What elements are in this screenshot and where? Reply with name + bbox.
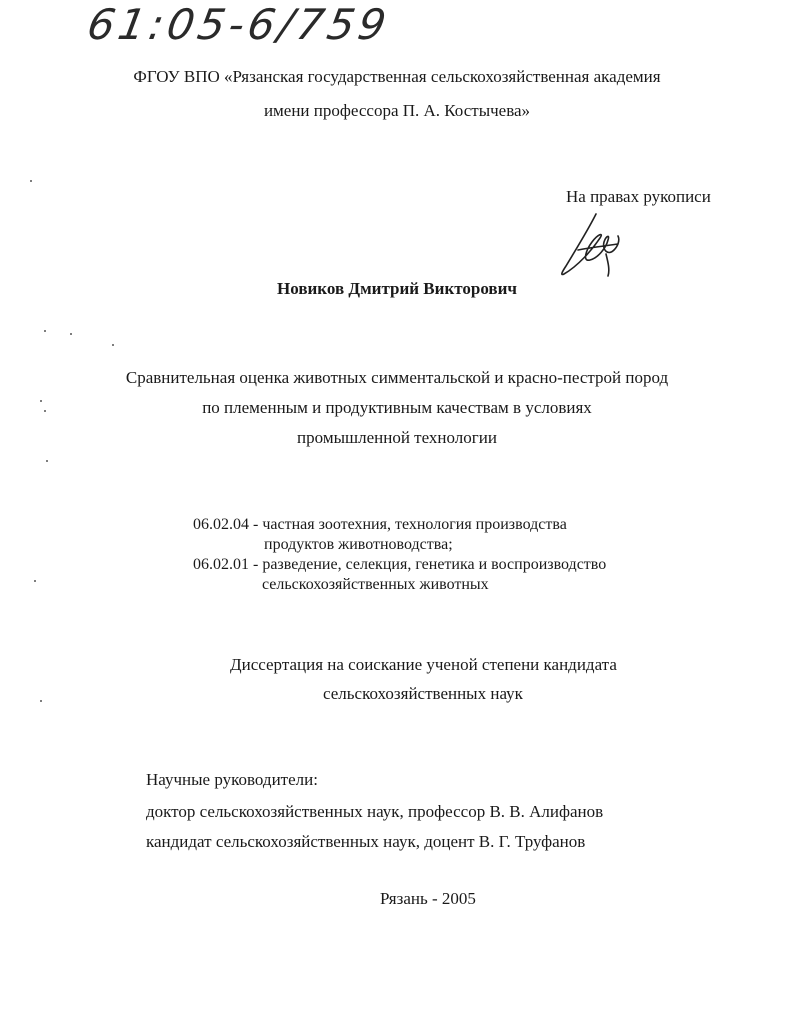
handwritten-signature	[548, 210, 628, 280]
scan-speck	[40, 700, 42, 702]
supervisor-1: доктор сельскохозяйственных наук, профессор В. В. Алифанов	[146, 802, 604, 821]
degree-line-1: Диссертация на соискание ученой степени кандидата	[230, 655, 617, 674]
scan-speck	[34, 580, 36, 582]
specialty-code: 06.02.04	[193, 516, 249, 533]
manuscript-rights-note: На правах рукописи	[566, 187, 711, 206]
supervisors-heading: Научные руководители:	[146, 770, 318, 789]
specialty-description-cont: продуктов животноводства;	[264, 536, 453, 553]
scan-speck	[44, 330, 46, 332]
author-name: Новиков Дмитрий Викторович	[277, 279, 517, 298]
scan-speck	[112, 344, 114, 346]
scan-speck	[46, 460, 48, 462]
degree-line-2: сельскохозяйственных наук	[323, 684, 523, 703]
scan-speck	[30, 180, 32, 182]
specialty-code: 06.02.01	[193, 556, 249, 573]
institution-line-2: имени профессора П. А. Костычева»	[263, 101, 531, 120]
specialty-description: - разведение, селекция, генетика и воспроизводство	[249, 556, 607, 573]
place-and-year: Рязань - 2005	[380, 889, 476, 908]
thesis-title-line-3: промышленной технологии	[297, 428, 497, 447]
scan-speck	[70, 333, 72, 335]
supervisor-2: кандидат сельскохозяйственных наук, доцент В. Г. Труфанов	[146, 832, 586, 851]
specialty-description-cont: сельскохозяйственных животных	[262, 576, 489, 593]
handwritten-archive-code: 61:05-6/759	[83, 0, 394, 49]
thesis-title-line-2: по племенным и продуктивным качествам в условиях	[202, 398, 592, 417]
specialty-description: - частная зоотехния, технология производства	[249, 516, 567, 533]
institution-line-1: ФГОУ ВПО «Рязанская государственная сельскохозяйственная академия	[133, 67, 661, 86]
thesis-title-line-1: Сравнительная оценка животных симментальской и красно-пестрой пород	[125, 368, 669, 387]
